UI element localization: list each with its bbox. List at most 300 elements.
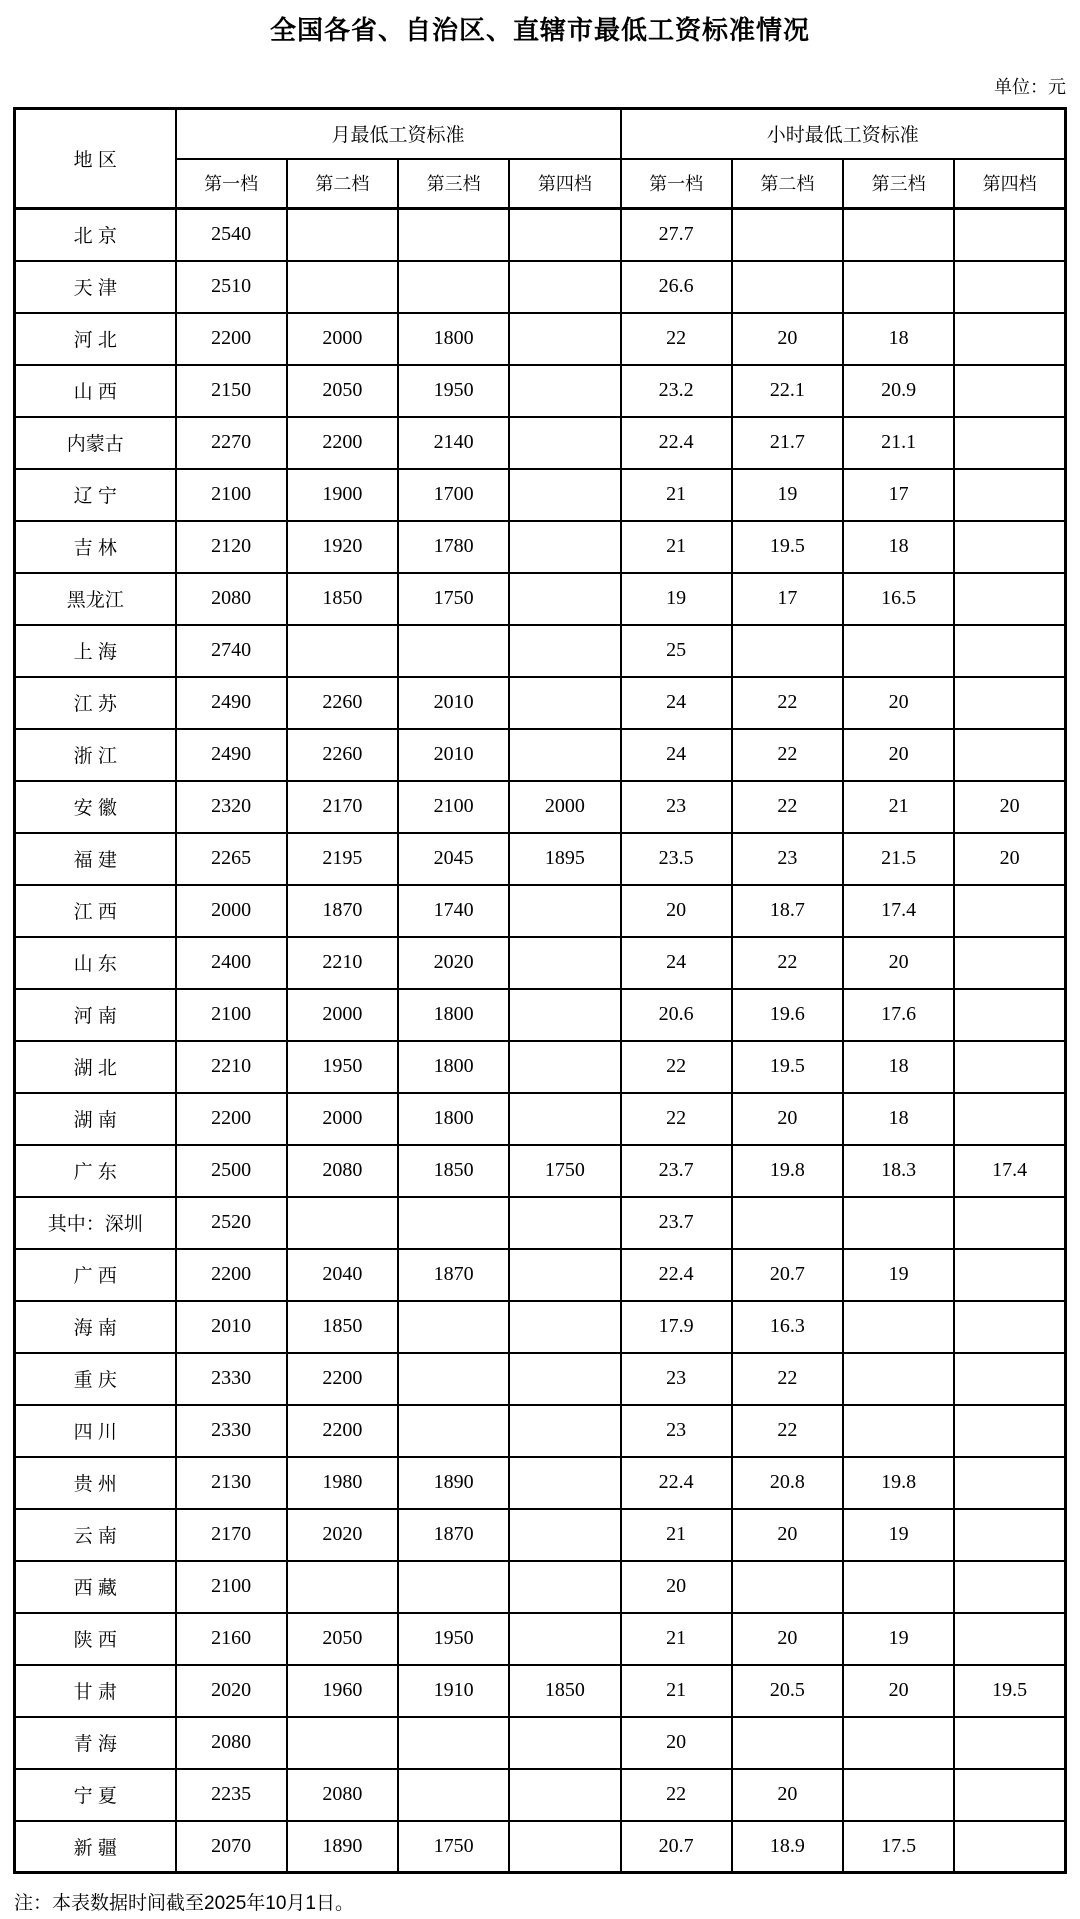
hourly-value-cell [954, 1405, 1065, 1457]
tier-header-cell: 第四档 [509, 159, 620, 209]
monthly-value-cell [287, 209, 398, 261]
hourly-value-cell [843, 209, 954, 261]
monthly-value-cell: 1700 [398, 469, 509, 521]
monthly-value-cell: 1780 [398, 521, 509, 573]
hourly-value-cell: 20.7 [732, 1249, 843, 1301]
monthly-value-cell: 2210 [176, 1041, 287, 1093]
table-row [15, 1613, 1066, 1665]
monthly-value-cell: 2000 [287, 989, 398, 1041]
hourly-value-cell: 22 [621, 1093, 732, 1145]
monthly-value-cell: 1740 [398, 885, 509, 937]
hourly-value-cell: 22.1 [732, 365, 843, 417]
table-row [15, 1093, 1066, 1145]
monthly-value-cell [509, 365, 620, 417]
region-header-cell: 地 区 [15, 109, 176, 209]
monthly-value-cell [509, 885, 620, 937]
hourly-value-cell [843, 1769, 954, 1821]
monthly-value-cell [509, 1249, 620, 1301]
hourly-value-cell [954, 469, 1065, 521]
monthly-value-cell: 1750 [398, 573, 509, 625]
monthly-value-cell: 2000 [287, 313, 398, 365]
monthly-value-cell: 1800 [398, 1093, 509, 1145]
monthly-value-cell: 2120 [176, 521, 287, 573]
table-row [15, 885, 1066, 937]
hourly-value-cell: 19 [843, 1249, 954, 1301]
monthly-value-cell: 2000 [287, 1093, 398, 1145]
region-cell: 甘 肃 [15, 1665, 176, 1717]
hourly-value-cell: 24 [621, 937, 732, 989]
hourly-value-cell: 22 [732, 1405, 843, 1457]
region-cell: 江 西 [15, 885, 176, 937]
monthly-value-cell: 2740 [176, 625, 287, 677]
monthly-value-cell: 2010 [398, 729, 509, 781]
monthly-value-cell: 2200 [176, 1093, 287, 1145]
monthly-value-cell: 1890 [287, 1821, 398, 1873]
monthly-value-cell: 2210 [287, 937, 398, 989]
monthly-value-cell: 2490 [176, 677, 287, 729]
monthly-value-cell: 2000 [509, 781, 620, 833]
table-row [15, 1249, 1066, 1301]
tier-header-cell: 第四档 [954, 159, 1065, 209]
hourly-value-cell: 20 [843, 1665, 954, 1717]
table-row [15, 781, 1066, 833]
monthly-value-cell: 2330 [176, 1353, 287, 1405]
hourly-value-cell: 23 [732, 833, 843, 885]
monthly-value-cell: 1850 [287, 573, 398, 625]
monthly-value-cell: 1900 [287, 469, 398, 521]
hourly-value-cell: 22 [621, 1769, 732, 1821]
tier-header-cell: 第三档 [843, 159, 954, 209]
table-row [15, 1509, 1066, 1561]
unit-label: 单位：元 [994, 77, 1066, 97]
region-cell: 山 东 [15, 937, 176, 989]
hourly-value-cell [954, 1509, 1065, 1561]
table-row [15, 1353, 1066, 1405]
monthly-value-cell [398, 1561, 509, 1613]
hourly-value-cell: 20.7 [621, 1821, 732, 1873]
hourly-value-cell: 20.6 [621, 989, 732, 1041]
monthly-value-cell: 2100 [176, 469, 287, 521]
hourly-value-cell: 20 [732, 1769, 843, 1821]
hourly-value-cell: 17.4 [954, 1145, 1065, 1197]
monthly-value-cell: 1850 [398, 1145, 509, 1197]
monthly-value-cell [509, 1197, 620, 1249]
hourly-value-cell: 20 [954, 781, 1065, 833]
hourly-value-cell [732, 1561, 843, 1613]
hourly-value-cell: 20 [621, 1717, 732, 1769]
hourly-value-cell: 22.4 [621, 417, 732, 469]
hourly-value-cell: 20.8 [732, 1457, 843, 1509]
hourly-value-cell: 21 [621, 1665, 732, 1717]
monthly-value-cell: 1750 [509, 1145, 620, 1197]
hourly-value-cell: 18 [843, 313, 954, 365]
table-row [15, 417, 1066, 469]
monthly-value-cell [509, 989, 620, 1041]
hourly-value-cell [954, 313, 1065, 365]
table-row [15, 1197, 1066, 1249]
monthly-value-cell: 1850 [287, 1301, 398, 1353]
group-header-row [15, 109, 1066, 159]
hourly-value-cell [732, 209, 843, 261]
footer-note: 注：本表数据时间截至2025年10月1日。 [14, 1893, 354, 1914]
hourly-value-cell [954, 1041, 1065, 1093]
monthly-value-cell: 2200 [287, 1353, 398, 1405]
hourly-value-cell: 25 [621, 625, 732, 677]
hourly-value-cell: 17.9 [621, 1301, 732, 1353]
hourly-value-cell [954, 1457, 1065, 1509]
region-cell: 广 西 [15, 1249, 176, 1301]
region-cell: 宁 夏 [15, 1769, 176, 1821]
region-cell: 江 苏 [15, 677, 176, 729]
region-cell: 海 南 [15, 1301, 176, 1353]
region-cell: 广 东 [15, 1145, 176, 1197]
monthly-value-cell: 2080 [176, 1717, 287, 1769]
hourly-value-cell [732, 261, 843, 313]
monthly-value-cell [509, 1717, 620, 1769]
hourly-value-cell: 19.8 [732, 1145, 843, 1197]
monthly-value-cell: 2080 [176, 573, 287, 625]
hourly-value-cell: 19.5 [732, 521, 843, 573]
monthly-value-cell: 2050 [287, 1613, 398, 1665]
hourly-value-cell [954, 521, 1065, 573]
monthly-value-cell: 2040 [287, 1249, 398, 1301]
hourly-value-cell: 22 [732, 937, 843, 989]
monthly-value-cell [509, 677, 620, 729]
hourly-value-cell [954, 1353, 1065, 1405]
hourly-value-cell: 18.7 [732, 885, 843, 937]
monthly-value-cell [509, 1353, 620, 1405]
monthly-value-cell: 2150 [176, 365, 287, 417]
hourly-value-cell [843, 261, 954, 313]
hourly-value-cell: 20 [621, 1561, 732, 1613]
monthly-value-cell [509, 1769, 620, 1821]
hourly-value-cell: 23 [621, 1353, 732, 1405]
region-cell: 陕 西 [15, 1613, 176, 1665]
hourly-value-cell: 26.6 [621, 261, 732, 313]
table-row [15, 365, 1066, 417]
monthly-value-cell [398, 1353, 509, 1405]
table-row [15, 1457, 1066, 1509]
region-cell: 浙 江 [15, 729, 176, 781]
hourly-value-cell: 16.5 [843, 573, 954, 625]
hourly-value-cell [954, 1821, 1065, 1873]
region-cell: 云 南 [15, 1509, 176, 1561]
hourly-value-cell: 19.5 [954, 1665, 1065, 1717]
hourly-value-cell: 19 [843, 1613, 954, 1665]
monthly-value-cell [287, 1717, 398, 1769]
region-cell: 河 南 [15, 989, 176, 1041]
monthly-value-cell [509, 1613, 620, 1665]
monthly-value-cell [509, 417, 620, 469]
monthly-value-cell: 1750 [398, 1821, 509, 1873]
hourly-value-cell [954, 885, 1065, 937]
monthly-value-cell: 2400 [176, 937, 287, 989]
table-row [15, 261, 1066, 313]
hourly-value-cell [954, 1093, 1065, 1145]
monthly-value-cell: 2100 [398, 781, 509, 833]
hourly-value-cell: 22 [732, 677, 843, 729]
hourly-value-cell [954, 261, 1065, 313]
table-row [15, 1821, 1066, 1873]
hourly-value-cell: 20 [621, 885, 732, 937]
hourly-value-cell [954, 573, 1065, 625]
monthly-value-cell [509, 729, 620, 781]
hourly-value-cell: 27.7 [621, 209, 732, 261]
region-cell: 四 川 [15, 1405, 176, 1457]
monthly-value-cell: 2540 [176, 209, 287, 261]
monthly-value-cell: 1950 [287, 1041, 398, 1093]
monthly-value-cell: 2490 [176, 729, 287, 781]
monthly-value-cell: 1950 [398, 365, 509, 417]
hourly-value-cell: 24 [621, 677, 732, 729]
hourly-value-cell: 20 [843, 677, 954, 729]
monthly-value-cell [509, 209, 620, 261]
monthly-value-cell [509, 1821, 620, 1873]
hourly-value-cell [843, 1197, 954, 1249]
monthly-value-cell: 2235 [176, 1769, 287, 1821]
monthly-value-cell [398, 1769, 509, 1821]
monthly-value-cell [398, 261, 509, 313]
monthly-value-cell [398, 209, 509, 261]
hourly-value-cell [954, 625, 1065, 677]
hourly-value-cell: 17 [732, 573, 843, 625]
monthly-value-cell: 1870 [398, 1509, 509, 1561]
monthly-value-cell: 1950 [398, 1613, 509, 1665]
monthly-value-cell: 2070 [176, 1821, 287, 1873]
region-cell: 湖 北 [15, 1041, 176, 1093]
hourly-value-cell [843, 1717, 954, 1769]
hourly-value-cell: 22 [732, 1353, 843, 1405]
monthly-value-cell [509, 521, 620, 573]
monthly-value-cell [398, 1301, 509, 1353]
monthly-value-cell: 2080 [287, 1769, 398, 1821]
region-cell: 贵 州 [15, 1457, 176, 1509]
hourly-value-cell: 22.4 [621, 1249, 732, 1301]
hourly-value-cell [843, 1353, 954, 1405]
hourly-value-cell [954, 209, 1065, 261]
hourly-value-cell: 23 [621, 1405, 732, 1457]
monthly-value-cell: 2200 [176, 1249, 287, 1301]
hourly-value-cell: 21 [621, 1613, 732, 1665]
hourly-value-cell: 20 [732, 1093, 843, 1145]
monthly-value-cell [509, 937, 620, 989]
monthly-value-cell: 2260 [287, 677, 398, 729]
monthly-value-cell [287, 1561, 398, 1613]
monthly-value-cell: 1895 [509, 833, 620, 885]
hourly-value-cell: 18.3 [843, 1145, 954, 1197]
table-row [15, 937, 1066, 989]
region-cell: 河 北 [15, 313, 176, 365]
hourly-value-cell: 19.6 [732, 989, 843, 1041]
monthly-value-cell [509, 1301, 620, 1353]
monthly-value-cell: 1890 [398, 1457, 509, 1509]
monthly-value-cell: 2170 [287, 781, 398, 833]
hourly-value-cell: 19.8 [843, 1457, 954, 1509]
hourly-value-cell: 21 [621, 1509, 732, 1561]
monthly-value-cell: 2045 [398, 833, 509, 885]
hourly-value-cell: 19.5 [732, 1041, 843, 1093]
hourly-value-cell: 20 [732, 1613, 843, 1665]
table-row [15, 573, 1066, 625]
hourly-value-cell: 17.6 [843, 989, 954, 1041]
hourly-value-cell: 23.5 [621, 833, 732, 885]
page-title: 全国各省、自治区、直辖市最低工资标准情况 [269, 15, 810, 45]
hourly-value-cell: 23 [621, 781, 732, 833]
monthly-value-cell: 1870 [398, 1249, 509, 1301]
monthly-value-cell: 2170 [176, 1509, 287, 1561]
table-row [15, 729, 1066, 781]
monthly-value-cell: 1910 [398, 1665, 509, 1717]
wage-table-body [15, 209, 1066, 1873]
hourly-value-cell: 22 [621, 1041, 732, 1093]
hourly-value-cell: 22.4 [621, 1457, 732, 1509]
region-cell: 福 建 [15, 833, 176, 885]
monthly-value-cell: 1920 [287, 521, 398, 573]
monthly-value-cell: 2010 [398, 677, 509, 729]
hourly-value-cell [954, 1613, 1065, 1665]
hourly-value-cell [954, 1301, 1065, 1353]
hourly-value-cell [954, 417, 1065, 469]
monthly-value-cell: 2100 [176, 1561, 287, 1613]
monthly-value-cell: 2000 [176, 885, 287, 937]
hourly-value-cell [954, 677, 1065, 729]
region-cell: 青 海 [15, 1717, 176, 1769]
hourly-value-cell: 17.5 [843, 1821, 954, 1873]
monthly-value-cell [398, 1717, 509, 1769]
hourly-value-cell [954, 1249, 1065, 1301]
monthly-value-cell: 2200 [287, 417, 398, 469]
monthly-value-cell: 2270 [176, 417, 287, 469]
hourly-group-header: 小时最低工资标准 [621, 109, 1066, 159]
monthly-value-cell [509, 313, 620, 365]
hourly-value-cell: 20 [732, 313, 843, 365]
monthly-value-cell [509, 1457, 620, 1509]
table-row [15, 1561, 1066, 1613]
region-cell: 湖 南 [15, 1093, 176, 1145]
hourly-value-cell [954, 1197, 1065, 1249]
hourly-value-cell [732, 1197, 843, 1249]
hourly-value-cell [843, 625, 954, 677]
region-cell: 天 津 [15, 261, 176, 313]
hourly-value-cell: 21 [621, 521, 732, 573]
monthly-value-cell: 2200 [176, 313, 287, 365]
table-row [15, 1769, 1066, 1821]
monthly-value-cell: 2050 [287, 365, 398, 417]
monthly-value-cell: 2510 [176, 261, 287, 313]
monthly-value-cell: 2520 [176, 1197, 287, 1249]
table-row [15, 209, 1066, 261]
hourly-value-cell [954, 937, 1065, 989]
monthly-value-cell: 2130 [176, 1457, 287, 1509]
monthly-value-cell [509, 1561, 620, 1613]
hourly-value-cell [954, 1561, 1065, 1613]
hourly-value-cell [954, 1717, 1065, 1769]
hourly-value-cell: 20.9 [843, 365, 954, 417]
monthly-value-cell: 1850 [509, 1665, 620, 1717]
region-cell: 重 庆 [15, 1353, 176, 1405]
monthly-value-cell: 2260 [287, 729, 398, 781]
hourly-value-cell: 19 [843, 1509, 954, 1561]
hourly-value-cell: 18.9 [732, 1821, 843, 1873]
monthly-value-cell: 2020 [176, 1665, 287, 1717]
monthly-value-cell [509, 261, 620, 313]
table-row [15, 469, 1066, 521]
table-row [15, 625, 1066, 677]
table-row [15, 989, 1066, 1041]
hourly-value-cell [732, 625, 843, 677]
hourly-value-cell: 22 [732, 729, 843, 781]
monthly-value-cell: 2020 [398, 937, 509, 989]
hourly-value-cell: 20 [732, 1509, 843, 1561]
hourly-value-cell: 17 [843, 469, 954, 521]
monthly-value-cell: 2140 [398, 417, 509, 469]
monthly-value-cell: 2010 [176, 1301, 287, 1353]
table-row [15, 521, 1066, 573]
hourly-value-cell: 22 [732, 781, 843, 833]
monthly-group-header: 月最低工资标准 [176, 109, 621, 159]
monthly-value-cell: 1980 [287, 1457, 398, 1509]
tier-header-cell: 第二档 [732, 159, 843, 209]
monthly-value-cell: 1960 [287, 1665, 398, 1717]
monthly-value-cell [509, 1093, 620, 1145]
region-cell: 内蒙古 [15, 417, 176, 469]
monthly-value-cell [509, 573, 620, 625]
hourly-value-cell: 22 [621, 313, 732, 365]
table-row [15, 1145, 1066, 1197]
hourly-value-cell: 24 [621, 729, 732, 781]
region-cell: 山 西 [15, 365, 176, 417]
hourly-value-cell: 21 [843, 781, 954, 833]
region-cell: 西 藏 [15, 1561, 176, 1613]
hourly-value-cell: 20 [843, 729, 954, 781]
hourly-value-cell [843, 1561, 954, 1613]
tier-header-cell: 第三档 [398, 159, 509, 209]
table-row [15, 833, 1066, 885]
hourly-value-cell: 18 [843, 1041, 954, 1093]
monthly-value-cell [509, 625, 620, 677]
hourly-value-cell [954, 1769, 1065, 1821]
hourly-value-cell: 23.2 [621, 365, 732, 417]
monthly-value-cell [509, 469, 620, 521]
monthly-value-cell [509, 1509, 620, 1561]
hourly-value-cell: 20 [954, 833, 1065, 885]
monthly-value-cell [509, 1041, 620, 1093]
monthly-value-cell: 1870 [287, 885, 398, 937]
hourly-value-cell: 21.5 [843, 833, 954, 885]
region-cell: 安 徽 [15, 781, 176, 833]
hourly-value-cell: 17.4 [843, 885, 954, 937]
monthly-value-cell: 2500 [176, 1145, 287, 1197]
monthly-value-cell [398, 1197, 509, 1249]
table-row [15, 1041, 1066, 1093]
tier-header-cell: 第二档 [287, 159, 398, 209]
region-cell: 其中：深圳 [15, 1197, 176, 1249]
monthly-value-cell: 2200 [287, 1405, 398, 1457]
tier-header-cell: 第一档 [621, 159, 732, 209]
region-cell: 北 京 [15, 209, 176, 261]
hourly-value-cell: 18 [843, 1093, 954, 1145]
monthly-value-cell: 2330 [176, 1405, 287, 1457]
hourly-value-cell [843, 1405, 954, 1457]
monthly-value-cell: 2080 [287, 1145, 398, 1197]
hourly-value-cell: 20.5 [732, 1665, 843, 1717]
monthly-value-cell: 2265 [176, 833, 287, 885]
hourly-value-cell: 23.7 [621, 1197, 732, 1249]
table-row [15, 313, 1066, 365]
minimum-wage-table [13, 107, 1067, 1874]
region-cell: 辽 宁 [15, 469, 176, 521]
region-cell: 上 海 [15, 625, 176, 677]
